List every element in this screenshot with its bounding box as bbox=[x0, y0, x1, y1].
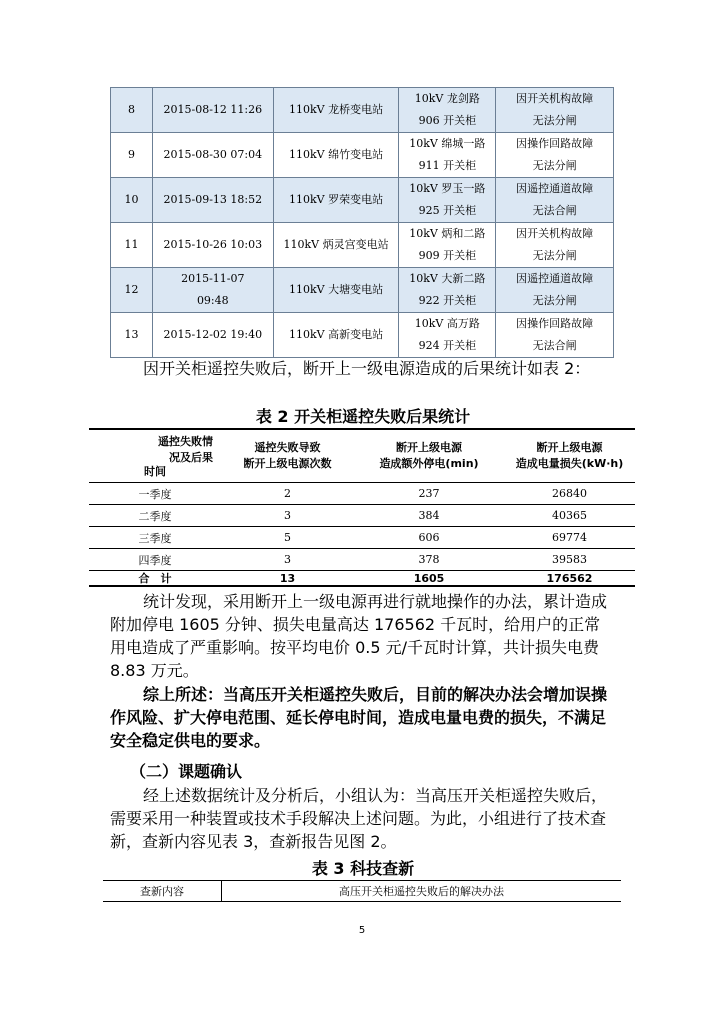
table-total-row bbox=[89, 571, 635, 587]
fault-reason: 因操作回路故障 无法分闸 bbox=[496, 133, 614, 178]
quarter-label: 一季度 bbox=[89, 483, 221, 505]
row-number: 12 bbox=[111, 268, 153, 313]
table-row bbox=[89, 549, 635, 571]
substation: 110kV 高新变电站 bbox=[273, 313, 399, 358]
table-row bbox=[111, 313, 614, 358]
switch-cabinet: 10kV 龙剑路 906 开关柜 bbox=[399, 88, 496, 133]
table-row bbox=[111, 223, 614, 268]
intro-paragraph: 因开关柜遥控失败后，断开上一级电源造成的后果统计如表 2： bbox=[143, 359, 591, 378]
table2-caption: 表 2 开关柜遥控失败后果统计 bbox=[255, 407, 471, 426]
substation: 110kV 罗荣变电站 bbox=[273, 178, 399, 223]
cutoff-count: 3 bbox=[221, 505, 354, 527]
quarter-label: 四季度 bbox=[89, 549, 221, 571]
fault-reason: 因开关机构故障 无法分闸 bbox=[496, 88, 614, 133]
table-row bbox=[111, 178, 614, 223]
column-header: 断开上级电源 造成电量损失(kW·h) bbox=[504, 429, 635, 483]
fault-time: 2015-11-07 09:48 bbox=[152, 268, 273, 313]
switch-cabinet: 10kV 罗玉一路 925 开关柜 bbox=[399, 178, 496, 223]
total-minutes: 1605 bbox=[354, 571, 504, 587]
tech-search-table bbox=[103, 880, 621, 902]
confirmation-paragraph: 经上述数据统计及分析后，小组认为：当高压开关柜遥控失败后，需要采用一种装置或技术手段解决上述问题。为此，小组进行了技术查新，查新内容见表 3，查新报告见图 2。 bbox=[110, 786, 608, 851]
fault-time: 2015-09-13 18:52 bbox=[152, 178, 273, 223]
substation: 110kV 大塘变电站 bbox=[273, 268, 399, 313]
section-heading: （二）课题确认 bbox=[130, 762, 243, 781]
switch-cabinet: 10kV 炳和二路 909 开关柜 bbox=[399, 223, 496, 268]
switch-cabinet: 10kV 大新二路 922 开关柜 bbox=[399, 268, 496, 313]
fault-time: 2015-12-02 19:40 bbox=[152, 313, 273, 358]
total-count: 13 bbox=[221, 571, 354, 587]
table-row bbox=[103, 881, 621, 902]
substation: 110kV 龙桥变电站 bbox=[273, 88, 399, 133]
table3-caption: 表 3 科技查新 bbox=[311, 859, 415, 878]
outage-minutes: 606 bbox=[354, 527, 504, 549]
fault-reason: 因开关机构故障 无法分闸 bbox=[496, 223, 614, 268]
energy-loss: 69774 bbox=[504, 527, 635, 549]
fault-reason: 因遥控通道故障 无法合闸 bbox=[496, 178, 614, 223]
quarter-label: 二季度 bbox=[89, 505, 221, 527]
summary-paragraph: 综上所述：当高压开关柜遥控失败后，目前的解决办法会增加误操作风险、扩大停电范围、延长停电时间，造成电量电费的损失，不满足安全稳定供电的要求。 bbox=[110, 685, 608, 750]
fault-time: 2015-10-26 10:03 bbox=[152, 223, 273, 268]
table-row bbox=[89, 527, 635, 549]
cutoff-count: 3 bbox=[221, 549, 354, 571]
switch-cabinet: 10kV 高万路 924 开关柜 bbox=[399, 313, 496, 358]
statistics-paragraph: 统计发现，采用断开上一级电源再进行就地操作的办法，累计造成附加停电 1605 分钟、损失电量高达 176562 千瓦时，给用户的正常用电造成了严重影响。按平均电价 0.5 元/千瓦时计算，共计损失电费 8.83 万元。 bbox=[110, 592, 608, 680]
column-header: 断开上级电源 造成额外停电(min) bbox=[354, 429, 504, 483]
fault-time: 2015-08-30 07:04 bbox=[152, 133, 273, 178]
table-row bbox=[111, 268, 614, 313]
fault-reason: 因操作回路故障 无法合闸 bbox=[496, 313, 614, 358]
total-loss: 176562 bbox=[504, 571, 635, 587]
outage-minutes: 384 bbox=[354, 505, 504, 527]
cutoff-count: 2 bbox=[221, 483, 354, 505]
total-label: 合 计 bbox=[89, 571, 221, 587]
table-row bbox=[89, 483, 635, 505]
substation: 110kV 绵竹变电站 bbox=[273, 133, 399, 178]
row-number: 8 bbox=[111, 88, 153, 133]
search-content: 高压开关柜遥控失败后的解决办法 bbox=[222, 881, 622, 902]
table-header-row bbox=[89, 429, 635, 483]
column-header: 遥控失败导致 断开上级电源次数 bbox=[221, 429, 354, 483]
page-number: 5 bbox=[358, 925, 366, 936]
row-number: 11 bbox=[111, 223, 153, 268]
corner-header: 遥控失败情 况及后果 时间 bbox=[89, 429, 221, 483]
table-row bbox=[89, 505, 635, 527]
outage-minutes: 237 bbox=[354, 483, 504, 505]
fault-record-table bbox=[110, 87, 614, 358]
fault-time: 2015-08-12 11:26 bbox=[152, 88, 273, 133]
table-row bbox=[111, 133, 614, 178]
switch-cabinet: 10kV 绵城一路 911 开关柜 bbox=[399, 133, 496, 178]
failure-consequence-table bbox=[89, 428, 635, 587]
search-label: 查新内容 bbox=[103, 881, 222, 902]
energy-loss: 40365 bbox=[504, 505, 635, 527]
table-row bbox=[111, 88, 614, 133]
row-number: 13 bbox=[111, 313, 153, 358]
row-number: 9 bbox=[111, 133, 153, 178]
energy-loss: 39583 bbox=[504, 549, 635, 571]
quarter-label: 三季度 bbox=[89, 527, 221, 549]
fault-reason: 因遥控通道故障 无法分闸 bbox=[496, 268, 614, 313]
row-number: 10 bbox=[111, 178, 153, 223]
substation: 110kV 炳灵宫变电站 bbox=[273, 223, 399, 268]
energy-loss: 26840 bbox=[504, 483, 635, 505]
cutoff-count: 5 bbox=[221, 527, 354, 549]
outage-minutes: 378 bbox=[354, 549, 504, 571]
